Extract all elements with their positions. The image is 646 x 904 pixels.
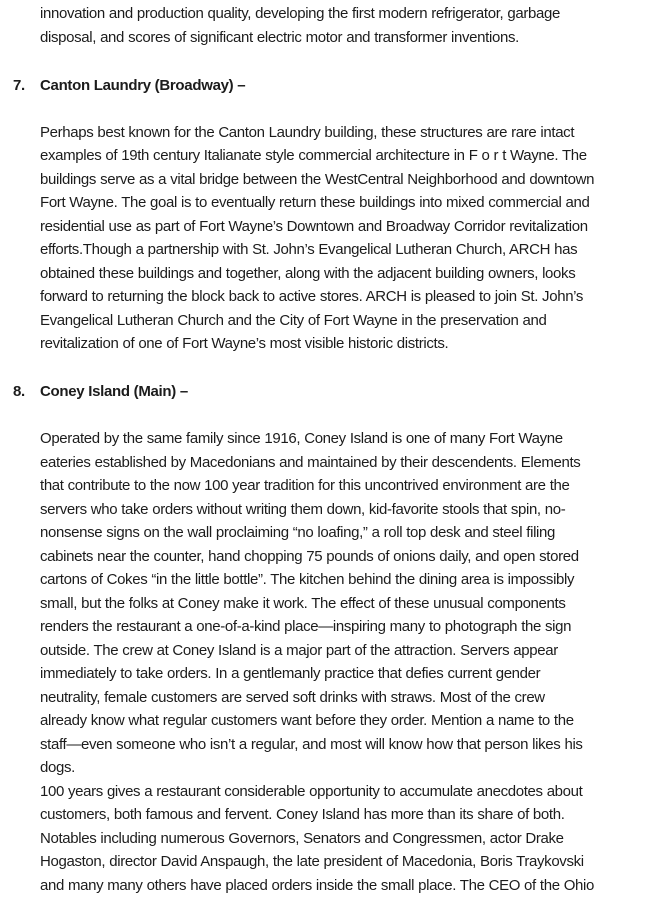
paragraph-line: cartons of Cokes “in the little bottle”. The kitchen behind the dining area is impossibly [40,571,575,588]
paragraph-line: efforts.Though a partnership with St. John’s Evangelical Lutheran Church, ARCH has [40,241,578,258]
intro-line: innovation and production quality, developing the first modern refrigerator, garbage [40,5,560,22]
paragraph-line: renders the restaurant a one-of-a-kind place—inspiring many to photograph the sign [40,618,572,635]
paragraph-line: and many many others have placed orders inside the small place. The CEO of the Ohio [40,877,594,894]
paragraph-line: Hogaston, director David Anspaugh, the late president of Macedonia, Boris Traykovski [40,853,584,870]
section-heading-coney-island [13,380,188,403]
paragraph-line: dogs. [40,759,75,776]
paragraph-line: that contribute to the now 100 year tradition for this uncontrived environment are the [40,477,570,494]
section-title: Coney Island (Main) – [40,383,188,400]
section-title: Canton Laundry (Broadway) – [40,77,246,94]
paragraph-line: 100 years gives a restaurant considerable opportunity to accumulate anecdotes about [40,783,583,800]
paragraph-line: Notables including numerous Governors, Senators and Congressmen, actor Drake [40,830,564,847]
paragraph-line: buildings serve as a vital bridge between the WestCentral Neighborhood and downtown [40,171,595,188]
paragraph-line: Perhaps best known for the Canton Laundry building, these structures are rare intact [40,124,575,141]
paragraph-line: neutrality, female customers are served soft drinks with straws. Most of the crew [40,689,545,706]
section-heading-canton-laundry [13,74,245,97]
paragraph-line: nonsense signs on the wall proclaiming “no loafing,” a roll top desk and steel filing [40,524,556,541]
paragraph-line: obtained these buildings and together, along with the adjacent building owners, looks [40,265,576,282]
paragraph-line: customers, both famous and fervent. Coney Island has more than its share of both. [40,806,565,823]
paragraph-line: cabinets near the counter, hand chopping 75 pounds of onions daily, and open stored [40,548,579,565]
paragraph-line: staff—even someone who isn’t a regular, and most will know how that person likes his [40,736,583,753]
intro-line: disposal, and scores of significant electric motor and transformer inventions. [40,29,519,46]
section-number: 7. [13,77,25,94]
paragraph-line: eateries established by Macedonians and maintained by their descendents. Elements [40,454,581,471]
paragraph-line: immediately to take orders. In a gentlemanly practice that defies current gender [40,665,541,682]
paragraph-line: Fort Wayne. The goal is to eventually return these buildings into mixed commercial and [40,194,590,211]
paragraph-line: residential use as part of Fort Wayne’s Downtown and Broadway Corridor revitalization [40,218,588,235]
paragraph-line: servers who take orders without writing them down, kid-favorite stools that spin, no- [40,501,566,518]
paragraph-line: outside. The crew at Coney Island is a major part of the attraction. Servers appear [40,642,558,659]
paragraph-line: forward to returning the block back to active stores. ARCH is pleased to join St. John’s [40,288,584,305]
paragraph-line: Operated by the same family since 1916, Coney Island is one of many Fort Wayne [40,430,563,447]
section-number: 8. [13,383,25,400]
paragraph-line: Evangelical Lutheran Church and the City of Fort Wayne in the preservation and [40,312,547,329]
paragraph-line: revitalization of one of Fort Wayne’s most visible historic districts. [40,335,449,352]
paragraph-line: examples of 19th century Italianate style commercial architecture in F o r t Wayne. The [40,147,587,164]
paragraph-line: small, but the folks at Coney make it work. The effect of these unusual components [40,595,566,612]
paragraph-line: already know what regular customers want before they order. Mention a name to the [40,712,574,729]
